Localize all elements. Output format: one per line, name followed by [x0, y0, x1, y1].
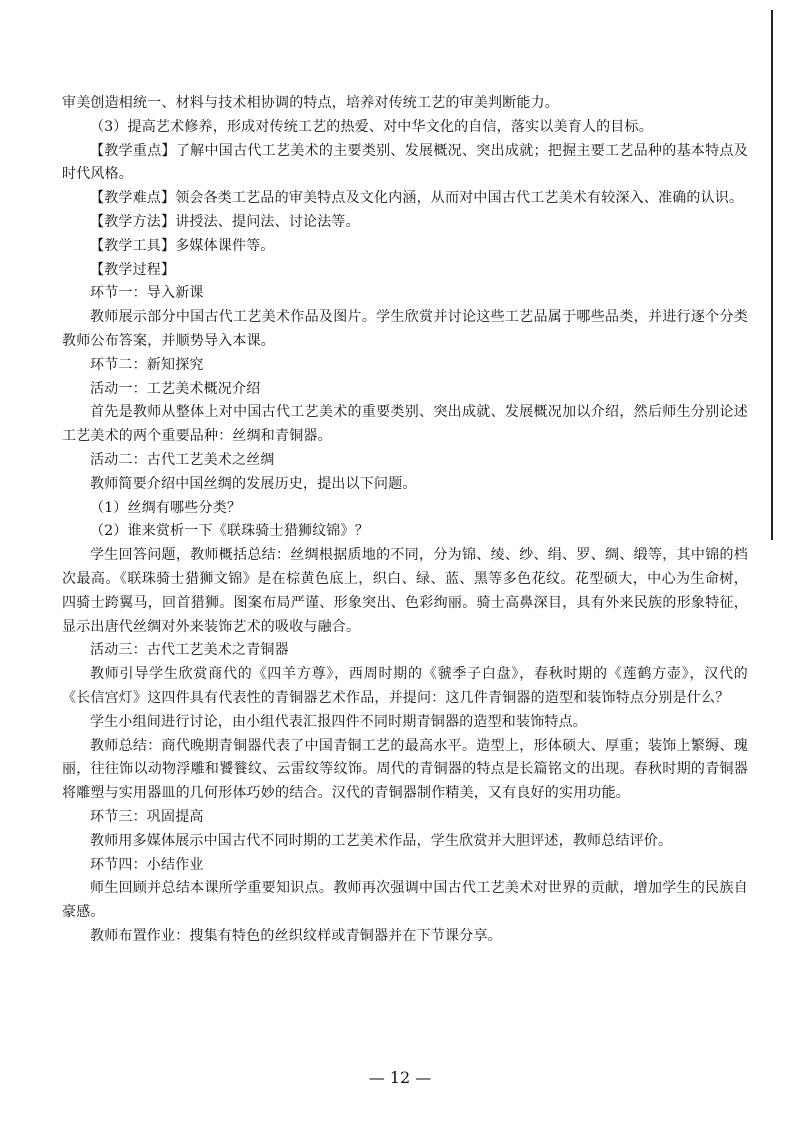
paragraph: 环节一：导入新课: [90, 285, 204, 302]
paragraph: 首先是教师从整体上对中国古代工艺美术的重要类别、突出成就、发展概况加以介绍，然后师生分别论述工艺美术的两个重要品种：丝绸和青铜器。: [62, 404, 748, 445]
paragraph: 教师用多媒体展示中国古代不同时期的工艺美术作品，学生欣赏并大胆评述，教师总结评价。: [90, 832, 673, 849]
paragraph: 教师布置作业：搜集有特色的丝织纹样或青铜器并在下节课分享。: [90, 927, 502, 944]
paragraph: 环节二：新知探究: [90, 356, 204, 373]
paragraph: 教师展示部分中国古代工艺美术作品及图片。学生欣赏并讨论这些工艺品属于哪些品类，并进行逐个分类教师公布答案，并顺势导入本课。: [62, 309, 748, 349]
paragraph: （1）丝绸有哪些分类？: [90, 499, 242, 516]
paragraph: 学生回答问题，教师概括总结：丝绸根据质地的不同，分为锦、绫、纱、绢、罗、绸、缎等，其中锦的档次最高。《联珠骑士猎狮文锦》是在棕黄色底上，织白、绿、蓝、黑等多色花纹。花型硕大，中心为生命树，四骑士跨翼马，回首猎狮。图案布局严谨、形象突出、色彩绚丽。骑士高鼻深目，具有外来民族的形象特征，显示出唐代丝绸对外来装饰艺术的吸收与融合。: [62, 547, 748, 635]
paragraph: （2）谁来赏析一下《联珠骑士猎狮纹锦》？: [90, 523, 369, 540]
paragraph: 【教学方法】讲授法、提问法、讨论法等。: [90, 213, 360, 230]
paragraph: 环节四：小结作业: [90, 856, 204, 873]
paragraph: 【教学难点】领会各类工艺品的审美特点及文化内涵，从而对中国古代工艺美术有较深入、准确的认识。: [90, 190, 744, 207]
paragraph: 教师简要介绍中国丝绸的发展历史，提出以下问题。: [90, 475, 417, 492]
paragraph: 学生小组间进行讨论，由小组代表汇报四件不同时期青铜器的造型和装饰特点。: [90, 713, 587, 730]
paragraph: 审美创造相统一、材料与技术相协调的特点，培养对传统工艺的审美判断能力。: [62, 95, 559, 111]
paragraph: 【教学过程】: [90, 261, 176, 278]
paragraph: 教师引导学生欣赏商代的《四羊方尊》，西周时期的《虢季子白盘》，春秋时期的《莲鹤方壶》，汉代的《长信宫灯》这四件具有代表性的青铜器艺术作品，并提问：这几件青铜器的造型和装饰特点分别是什么？: [62, 666, 748, 706]
page-number: — 12 —: [368, 1068, 432, 1087]
paragraph: 【教学重点】了解中国古代工艺美术的主要类别、发展概况、突出成就；把握主要工艺品种的基本特点及时代风格。: [62, 142, 748, 183]
body-text: [62, 92, 748, 949]
paragraph: 活动一：工艺美术概况介绍: [90, 380, 261, 397]
paragraph: 活动三：古代工艺美术之青铜器: [90, 642, 289, 659]
scan-edge-line: [771, 10, 773, 540]
paragraph: （3）提高艺术修养，形成对传统工艺的热爱、对中华文化的自信，落实以美育人的目标。: [90, 118, 653, 135]
paragraph: 环节三：巩固提高: [90, 808, 204, 825]
paragraph: 【教学工具】多媒体课件等。: [90, 237, 275, 254]
paragraph: 教师总结：商代晚期青铜器代表了中国青铜工艺的最高水平。造型上，形体硕大、厚重；装饰上繁缛、瑰丽，往往饰以动物浮雕和饕餮纹、云雷纹等纹饰。周代的青铜器的特点是长篇铭文的出现。春秋时期的青铜器将雕塑与实用器皿的几何形体巧妙的结合。汉代的青铜器制作精美，又有良好的实用功能。: [62, 737, 748, 802]
paragraph: 活动二：古代工艺美术之丝绸: [90, 451, 275, 468]
paragraph: 师生回顾并总结本课所学重要知识点。教师再次强调中国古代工艺美术对世界的贡献，增加学生的民族自豪感。: [62, 880, 748, 921]
